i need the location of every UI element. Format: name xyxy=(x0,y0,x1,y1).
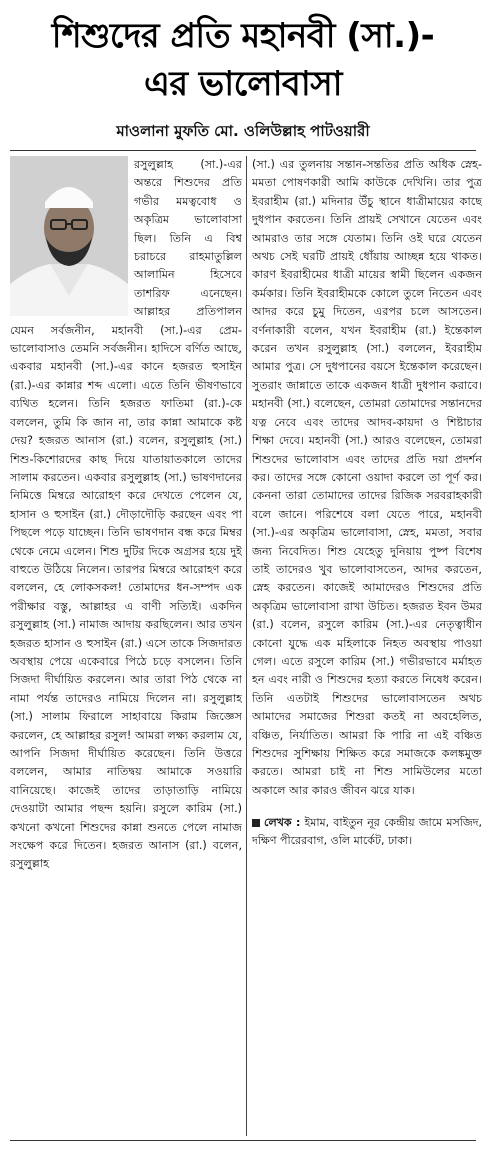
headline-line-2: এর ভালোবাসা xyxy=(143,64,343,104)
column-divider xyxy=(246,156,247,1136)
left-column-text: রসুলুল্লাহ (সা.)-এর অন্তরে শিশুদের প্রতি গভীর মমত্ববোধ ও অকৃত্রিম ভালোবাসা ছিল। তিনি এ বিশ্ব চরাচরে রাহমাতুল্লিল আলামিন হিসেবে তাশরিফ এনেছেন। আল্লাহর প্রতিপালন যেমন সর্বজনীন, মহানবী (সা.)-এর প্রেম-ভালোবাসাও তেমনি সর্বজনীন। হাদিসে বর্ণিত আছে, একবার মহানবী (সা.)-এর কানে হজরত হুসাইন (রা.)-এর কান্নার শব্দ এলো। এতে তিনি ভীষণভাবে ব্যথিত হলেন। তিনি হজরত ফাতিমা (রা.)-কে বললেন, তুমি কি জান না, তার কান্না আমাকে কষ্ট দেয়? হজরত আনাস (রা.) বলেন, রসুলুল্লাহ (সা.) শিশু-কিশোরদের কাছ দিয়ে যাতায়াতকালে তাদের সালাম করতেন। একবার রসুলুল্লাহ (সা.) ভাষণদানের নিমিত্তে মিম্বরে আরোহণ করে দেখতে পেলেন যে, হাসান ও হুসাইন (রা.) দৌড়াদৌড়ি করছেন এবং পা পিছলে পড়ে যাচ্ছেন। তিনি ভাষণদান বন্ধ করে মিম্বর থেকে নেমে এলেন। শিশু দুটির দিকে অগ্রসর হয়ে দুই বাহুতে উঠিয়ে নিলেন। তারপর মিম্বরে আরোহণ করে বললেন, হে লোকসকল! তোমাদের ধন-সম্পদ এক পরীক্ষার বস্তু, আল্লাহর এ বাণী সত্যিই। একদিন রসুলুল্লাহ (সা.) নামাজ আদায় করছিলেন। আর তখন হজরত হাসান ও হুসাইন (রা.) এসে তাকে সিজদারত অবস্থায় পেয়ে একেবারে পিঠে চড়ে বসলেন। তিনি সিজদা দীর্ঘায়িত করলেন। আর তারা পিঠ থেকে না নামা পর্যন্ত তাদেরও নামিয়ে দিলেন না। রসুলুল্লাহ (সা.) সালাম ফিরালে সাহাবায়ে কিরাম জিজ্ঞেস করলেন, হে আল্লাহর রসুল! আমরা লক্ষ্য করলাম যে, আপনি সিজদা দীর্ঘায়িত করেছেন। তিনি উত্তরে বললেন, আমার নাতিদ্বয় আমাকে সওয়ারি বানিয়েছে। কাজেই তাদের তাড়াতাড়ি নামিয়ে দেওয়াটা আমার পছন্দ হয়নি। রসুলে কারিম (সা.) কখনো কখনো শিশুদের কান্না শুনতে পেলে নামাজ সংক্ষেপ করে দিতেন। হজরত আনাস (রা.) বলেন, রসুলুল্লাহ xyxy=(10,158,242,871)
article-right-column xyxy=(252,156,482,1140)
byline-divider xyxy=(10,150,476,151)
article-byline: মাওলানা মুফতি মো. ওলিউল্লাহ পাটওয়ারী xyxy=(116,122,370,140)
bullet-square-icon xyxy=(252,819,260,827)
author-description: ইমাম, বাইতুন নূর কেন্দ্রীয় জামে মসজিদ, দক্ষিণ পীরেরবাগ, ওলি মার্কেট, ঢাকা। xyxy=(252,816,482,848)
author-note xyxy=(252,814,482,850)
article-headline xyxy=(8,12,478,108)
author-portrait-icon xyxy=(10,156,128,316)
right-column-text: (সা.) এর তুলনায় সন্তান-সন্ততির প্রতি অধিক স্নেহ-মমতা পোষণকারী আমি কাউকে দেখিনি। তার পুত্র ইবরাহীম (রা.) মদিনার উঁচু স্থানে ধাত্রীমায়ের কাছে দুধপান করতেন। তিনি প্রায়ই সেখানে যেতেন এবং আমরাও তার সঙ্গে যেতাম। তিনি ওই ঘরে যেতেন অথচ সেই ঘরটি প্রায়ই ধোঁয়ায় আচ্ছন্ন হয়ে থাকত। কারণ ইবরাহীমের ধাত্রী মায়ের স্বামী ছিলেন একজন কর্মকার। তিনি ইবরাহীমকে কোলে তুলে নিতেন এবং আদর করে চুমু দিতেন, এরপর চলে আসতেন। বর্ণনাকারী বলেন, যখন ইবরাহীম (রা.) ইন্তেকাল করেন তখন রসুলুল্লাহ (সা.) বললেন, ইবরাহীম আমার পুত্র। সে দুধপানের বয়সে ইন্তেকাল করেছেন। সুতরাং জান্নাতে তাকে একজন ধাত্রী দুধপান করাবে। মহানবী (সা.) বলেছেন, তোমরা তোমাদের সন্তানদের যত্ন নেবে এবং তাদের আদব-কায়দা ও শিষ্টাচার শিক্ষা দেবে। মহানবী (সা.) আরও বলেছেন, তোমরা শিশুদের ভালোবাস এবং তাদের প্রতি দয়া প্রদর্শন কর। তাদের সঙ্গে কোনো ওয়াদা করলে তা পূর্ণ কর। কেননা তারা তোমাদের তাদের রিজিক সরবরাহকারী বলে জানে। পরিশেষে বলা যেতে পারে, মহানবী (সা.)-এর অকৃত্রিম ভালোবাসা, স্নেহ, মমতা, সবার জন্য নিবেদিত। শিশু যেহেতু দুনিয়ায় পুষ্প বিশেষ তাই তাদেরও খুব ভালোবাসতেন, আদর করতেন, স্নেহ করতেন। কাজেই আমাদেরও শিশুদের প্রতি অকৃত্রিম ভালোবাসা রাখা উচিত। হজরত ইবন উমর (রা.) বলেন, রসুলে কারিম (সা.)-এর নেতৃত্বাধীন কোনো যুদ্ধে এক মহিলাকে নিহত অবস্থায় পাওয়া গেল। এতে রসুলে কারিম (সা.) গভীরভাবে মর্মাহত হন এবং নারী ও শিশুদের হত্যা করতে নিষেধ করেন। তিনি এতটাই শিশুদের ভালোবাসতেন অথচ আমাদের সমাজের শিশুরা কতই না অবহেলিত, বঞ্চিত, নির্যাতিত। আমরা কি পারি না এই বঞ্চিত শিশুদের সুশিক্ষায় শিক্ষিত করে সমাজকে কলঙ্কমুক্ত করতে। আমরা চাই না শিশু সামিউলের মতো অকালে আর কারও জীবন ঝরে যাক। xyxy=(252,158,482,797)
author-label: লেখক : xyxy=(264,816,301,830)
bottom-rule xyxy=(10,1140,476,1141)
headline-line-1: শিশুদের প্রতি মহানবী (সা.)- xyxy=(51,16,435,56)
article-left-column xyxy=(10,156,242,1140)
